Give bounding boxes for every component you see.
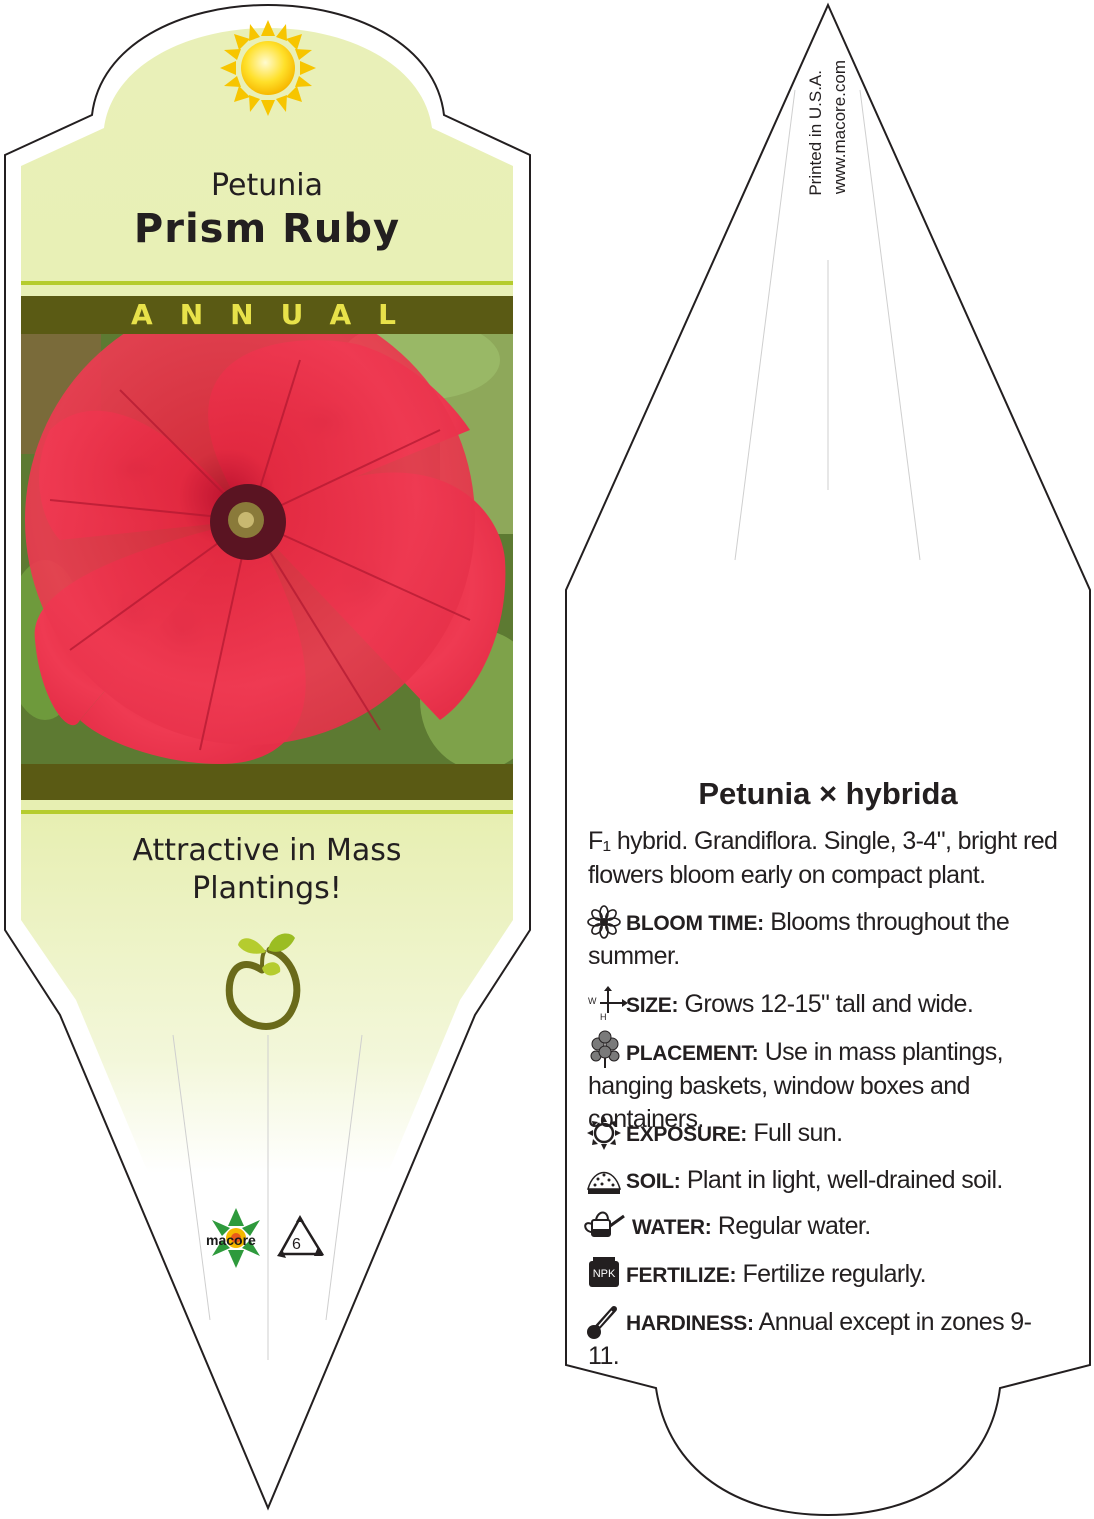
botanical-name: Petunia × hybrida <box>698 776 958 811</box>
info-label: SIZE: <box>626 994 679 1017</box>
info-text: Fertilize regularly. <box>742 1260 926 1288</box>
info-text: Use in mass plantings, hanging baskets, window boxes and containers. <box>588 1038 1004 1133</box>
info-text: Full sun. <box>753 1119 843 1147</box>
recycle-code: 6 <box>292 1236 301 1253</box>
variety-name: Prism Ruby <box>133 206 401 252</box>
tagline: Attractive in Mass Plantings! <box>132 833 402 906</box>
info-label: HARDINESS: <box>626 1312 754 1335</box>
info-exposure <box>588 1117 1058 1151</box>
info-text: Plant in light, well-drained soil. <box>686 1166 1003 1194</box>
info-label: BLOOM TIME: <box>626 912 764 935</box>
common-name: Petunia <box>211 168 323 203</box>
info-water <box>588 1210 1058 1244</box>
sun-icon <box>220 20 316 116</box>
info-label: WATER: <box>632 1216 712 1239</box>
info-fertilize <box>588 1258 1058 1292</box>
size-w-label: W <box>588 996 597 1006</box>
website-label: www.macore.com <box>830 60 849 195</box>
info-text: Blooms throughout the summer. <box>588 908 1010 970</box>
info-label: SOIL: <box>626 1170 681 1193</box>
printed-in-label: Printed in U.S.A. <box>806 70 825 196</box>
npk-label: NPK <box>592 1268 616 1280</box>
size-h-label: H <box>600 1012 607 1022</box>
flower-photo <box>5 295 540 770</box>
description: F₁ hybrid. Grandiflora. Single, 3-4", bright red flowers bloom early on compact plant. <box>588 827 1058 889</box>
info-text: Annual except in zones 9-11. <box>588 1308 1032 1370</box>
info-hardiness <box>588 1306 1058 1373</box>
info-soil <box>588 1164 1058 1198</box>
info-label: FERTILIZE: <box>626 1264 737 1287</box>
info-text: Grows 12-15" tall and wide. <box>684 990 974 1018</box>
brand-name: macore <box>206 1232 256 1248</box>
info-bloom-time <box>588 906 1058 973</box>
bottom-band <box>21 764 513 800</box>
info-text: Regular water. <box>717 1212 871 1240</box>
category-label: ANNUAL <box>131 298 423 331</box>
info-label: EXPOSURE: <box>626 1123 747 1146</box>
info-size <box>588 988 1058 1022</box>
info-label: PLACEMENT: <box>626 1042 759 1065</box>
